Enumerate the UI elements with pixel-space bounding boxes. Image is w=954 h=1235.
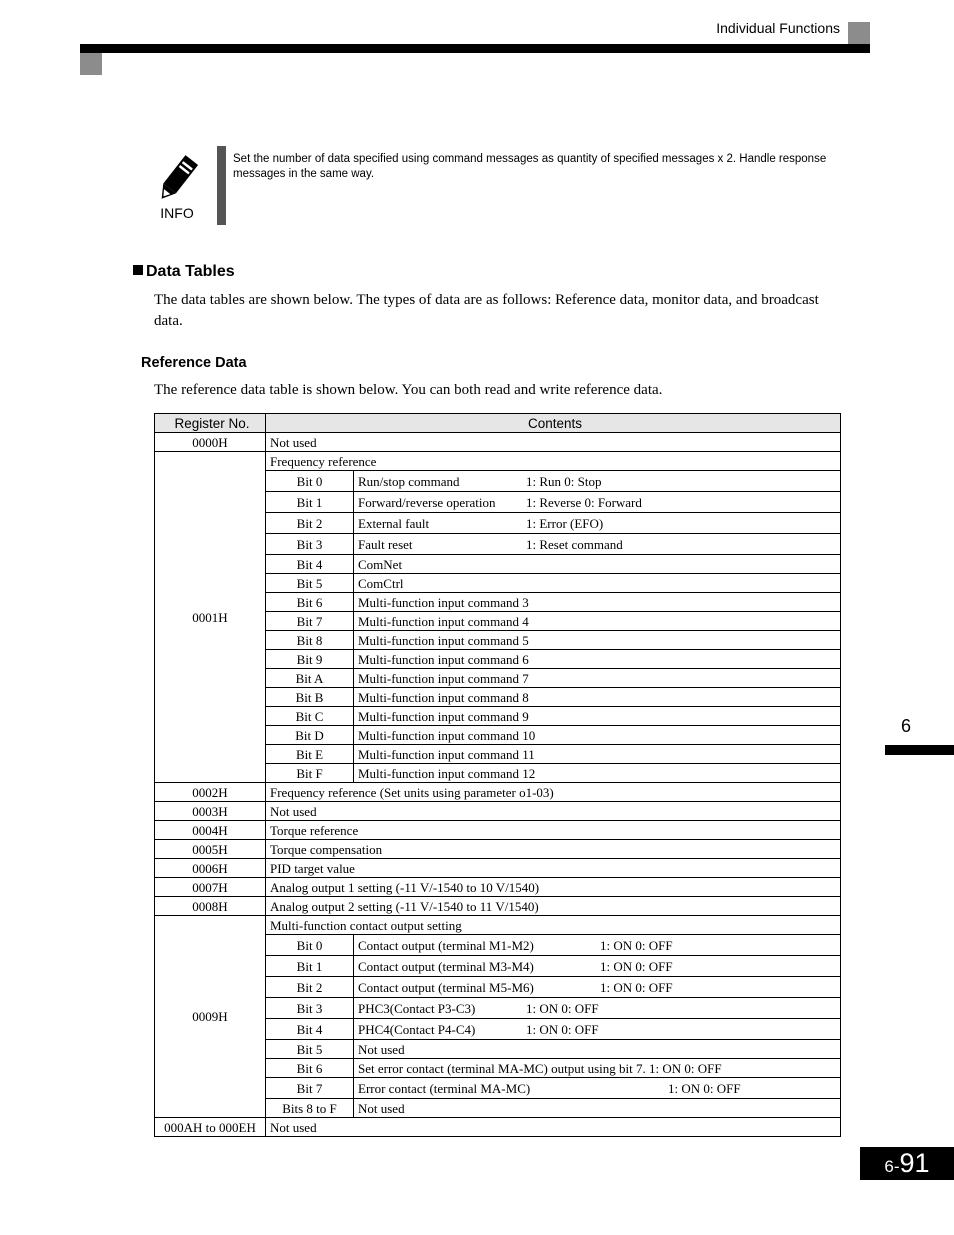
bit-name: Multi-function input command 7 bbox=[358, 670, 529, 686]
bit-label: Bit F bbox=[266, 764, 354, 783]
bit-description bbox=[354, 1099, 841, 1118]
bit-name: PHC4(Contact P4-C4) bbox=[358, 1021, 476, 1037]
table-row bbox=[155, 452, 841, 471]
bit-label: Bit 2 bbox=[266, 977, 354, 998]
bit-description bbox=[354, 555, 841, 574]
header-gray-block-left bbox=[80, 53, 102, 75]
info-text: Set the number of data specified using command messages as quantity of specified messages x 2. Handle response messages in the same way. bbox=[233, 153, 827, 180]
bit-label: Bit 6 bbox=[266, 1059, 354, 1078]
bit-name: Multi-function input command 9 bbox=[358, 708, 529, 724]
section-paragraph: The data tables are shown below. The types of data are as follows: Reference data, monitor data, and broadcast data. bbox=[154, 292, 819, 329]
bit-description bbox=[354, 669, 841, 688]
table-row bbox=[155, 859, 841, 878]
register-number: 0006H bbox=[155, 859, 266, 878]
bit-value: 1: Run 0: Stop bbox=[526, 473, 602, 489]
bit-description bbox=[354, 745, 841, 764]
bit-name: Contact output (terminal M1-M2) bbox=[358, 937, 534, 953]
register-content: Analog output 2 setting (-11 V/-1540 to 11 V/1540) bbox=[266, 897, 841, 916]
bit-description bbox=[354, 1078, 841, 1099]
register-content: Not used bbox=[266, 433, 841, 452]
register-number: 0000H bbox=[155, 433, 266, 452]
table-row bbox=[155, 1118, 841, 1137]
register-number: 0003H bbox=[155, 802, 266, 821]
bit-description bbox=[354, 935, 841, 956]
bit-description bbox=[354, 1040, 841, 1059]
bit-name: ComCtrl bbox=[358, 575, 404, 591]
bit-description bbox=[354, 612, 841, 631]
table-row bbox=[155, 783, 841, 802]
subsection-paragraph: The reference data table is shown below. You can both read and write reference data. bbox=[154, 382, 663, 398]
bit-name: Multi-function input command 12 bbox=[358, 765, 536, 781]
bit-label: Bit B bbox=[266, 688, 354, 707]
bit-name: Multi-function input command 10 bbox=[358, 727, 536, 743]
table-row bbox=[155, 916, 841, 935]
table-row bbox=[155, 802, 841, 821]
bit-label: Bit 4 bbox=[266, 1019, 354, 1040]
bit-name: Fault reset bbox=[358, 536, 413, 552]
info-bar bbox=[217, 146, 226, 225]
bit-description bbox=[354, 1059, 841, 1078]
pencil-icon bbox=[150, 152, 204, 206]
bit-label: Bit 2 bbox=[266, 513, 354, 534]
bit-label: Bit 5 bbox=[266, 574, 354, 593]
bit-name: Set error contact (terminal MA-MC) output using bit 7. 1: ON 0: OFF bbox=[358, 1060, 722, 1076]
register-number: 0007H bbox=[155, 878, 266, 897]
bit-value: 1: Reverse 0: Forward bbox=[526, 494, 642, 510]
bit-description bbox=[354, 574, 841, 593]
table-row bbox=[155, 897, 841, 916]
table-row bbox=[155, 878, 841, 897]
table-row bbox=[155, 821, 841, 840]
bit-label: Bit 0 bbox=[266, 935, 354, 956]
bit-description bbox=[354, 977, 841, 998]
subsection-heading: Reference Data bbox=[141, 355, 247, 371]
bit-name: PHC3(Contact P3-C3) bbox=[358, 1000, 476, 1016]
bit-label: Bit 9 bbox=[266, 650, 354, 669]
register-title: Multi-function contact output setting bbox=[266, 916, 841, 935]
reference-data-table bbox=[154, 413, 841, 1137]
bit-name: Multi-function input command 6 bbox=[358, 651, 529, 667]
bit-label: Bit 0 bbox=[266, 471, 354, 492]
bit-name: Multi-function input command 3 bbox=[358, 594, 529, 610]
page-number-prefix: 6- bbox=[884, 1157, 900, 1176]
register-number: 0004H bbox=[155, 821, 266, 840]
bit-name: Not used bbox=[358, 1100, 405, 1116]
bit-name: Run/stop command bbox=[358, 473, 460, 489]
bit-label: Bit 1 bbox=[266, 492, 354, 513]
table-row bbox=[155, 433, 841, 452]
column-header-contents: Contents bbox=[266, 414, 841, 433]
bit-description bbox=[354, 471, 841, 492]
bit-label: Bit 3 bbox=[266, 534, 354, 555]
section-heading bbox=[133, 263, 235, 281]
bit-value: 1: ON 0: OFF bbox=[526, 1021, 599, 1037]
bit-name: Contact output (terminal M5-M6) bbox=[358, 979, 534, 995]
bit-label: Bits 8 to F bbox=[266, 1099, 354, 1118]
page-number-main: 91 bbox=[899, 1148, 930, 1178]
register-number: 0005H bbox=[155, 840, 266, 859]
bit-description bbox=[354, 1019, 841, 1040]
bit-label: Bit C bbox=[266, 707, 354, 726]
bit-label: Bit 7 bbox=[266, 612, 354, 631]
bit-label: Bit 8 bbox=[266, 631, 354, 650]
bit-value: 1: ON 0: OFF bbox=[668, 1080, 741, 1096]
register-content: Frequency reference (Set units using parameter o1-03) bbox=[266, 783, 841, 802]
info-label: INFO bbox=[160, 205, 194, 221]
bit-label: Bit A bbox=[266, 669, 354, 688]
register-content: Analog output 1 setting (-11 V/-1540 to 10 V/1540) bbox=[266, 878, 841, 897]
register-title: Frequency reference bbox=[266, 452, 841, 471]
register-number: 0008H bbox=[155, 897, 266, 916]
bit-description bbox=[354, 956, 841, 977]
register-content: Torque reference bbox=[266, 821, 841, 840]
bit-value: 1: ON 0: OFF bbox=[600, 937, 673, 953]
bit-label: Bit E bbox=[266, 745, 354, 764]
register-content: PID target value bbox=[266, 859, 841, 878]
table-header-row bbox=[155, 414, 841, 433]
column-header-register: Register No. bbox=[155, 414, 266, 433]
bit-value: 1: ON 0: OFF bbox=[600, 958, 673, 974]
bit-label: Bit 5 bbox=[266, 1040, 354, 1059]
register-number: 000AH to 000EH bbox=[155, 1118, 266, 1137]
bit-label: Bit 4 bbox=[266, 555, 354, 574]
bit-label: Bit 3 bbox=[266, 998, 354, 1019]
bit-description bbox=[354, 707, 841, 726]
bit-description bbox=[354, 631, 841, 650]
chapter-tab-number: 6 bbox=[901, 716, 912, 736]
bit-label: Bit 1 bbox=[266, 956, 354, 977]
bit-name: Multi-function input command 11 bbox=[358, 746, 535, 762]
bit-name: Not used bbox=[358, 1041, 405, 1057]
bit-description bbox=[354, 513, 841, 534]
bit-description bbox=[354, 650, 841, 669]
bit-description bbox=[354, 688, 841, 707]
bit-description bbox=[354, 593, 841, 612]
bit-description bbox=[354, 726, 841, 745]
register-content: Torque compensation bbox=[266, 840, 841, 859]
register-content: Not used bbox=[266, 1118, 841, 1137]
register-number: 0001H bbox=[155, 452, 266, 783]
bit-name: Multi-function input command 8 bbox=[358, 689, 529, 705]
section-heading-text: Data Tables bbox=[146, 263, 235, 280]
bit-name: ComNet bbox=[358, 556, 403, 572]
register-content: Not used bbox=[266, 802, 841, 821]
bit-name: Multi-function input command 5 bbox=[358, 632, 529, 648]
bit-name: Forward/reverse operation bbox=[358, 494, 496, 510]
bit-description bbox=[354, 764, 841, 783]
bit-description bbox=[354, 492, 841, 513]
page-number bbox=[860, 1147, 954, 1180]
bit-name: Error contact (terminal MA-MC) bbox=[358, 1080, 531, 1096]
square-bullet-icon bbox=[133, 265, 143, 275]
register-number: 0009H bbox=[155, 916, 266, 1118]
table-row bbox=[155, 840, 841, 859]
header-section-title: Individual Functions bbox=[716, 20, 840, 36]
bit-label: Bit 7 bbox=[266, 1078, 354, 1099]
bit-description bbox=[354, 534, 841, 555]
bit-value: 1: Reset command bbox=[526, 536, 623, 552]
header-rule bbox=[80, 44, 870, 53]
chapter-tab-bar bbox=[885, 745, 954, 755]
bit-name: Contact output (terminal M3-M4) bbox=[358, 958, 534, 974]
bit-value: 1: ON 0: OFF bbox=[526, 1000, 599, 1016]
bit-name: Multi-function input command 4 bbox=[358, 613, 529, 629]
bit-label: Bit 6 bbox=[266, 593, 354, 612]
register-number: 0002H bbox=[155, 783, 266, 802]
bit-value: 1: ON 0: OFF bbox=[600, 979, 673, 995]
header-gray-block-right bbox=[848, 22, 870, 44]
bit-label: Bit D bbox=[266, 726, 354, 745]
bit-name: External fault bbox=[358, 515, 430, 531]
bit-value: 1: Error (EFO) bbox=[526, 515, 604, 531]
bit-description bbox=[354, 998, 841, 1019]
